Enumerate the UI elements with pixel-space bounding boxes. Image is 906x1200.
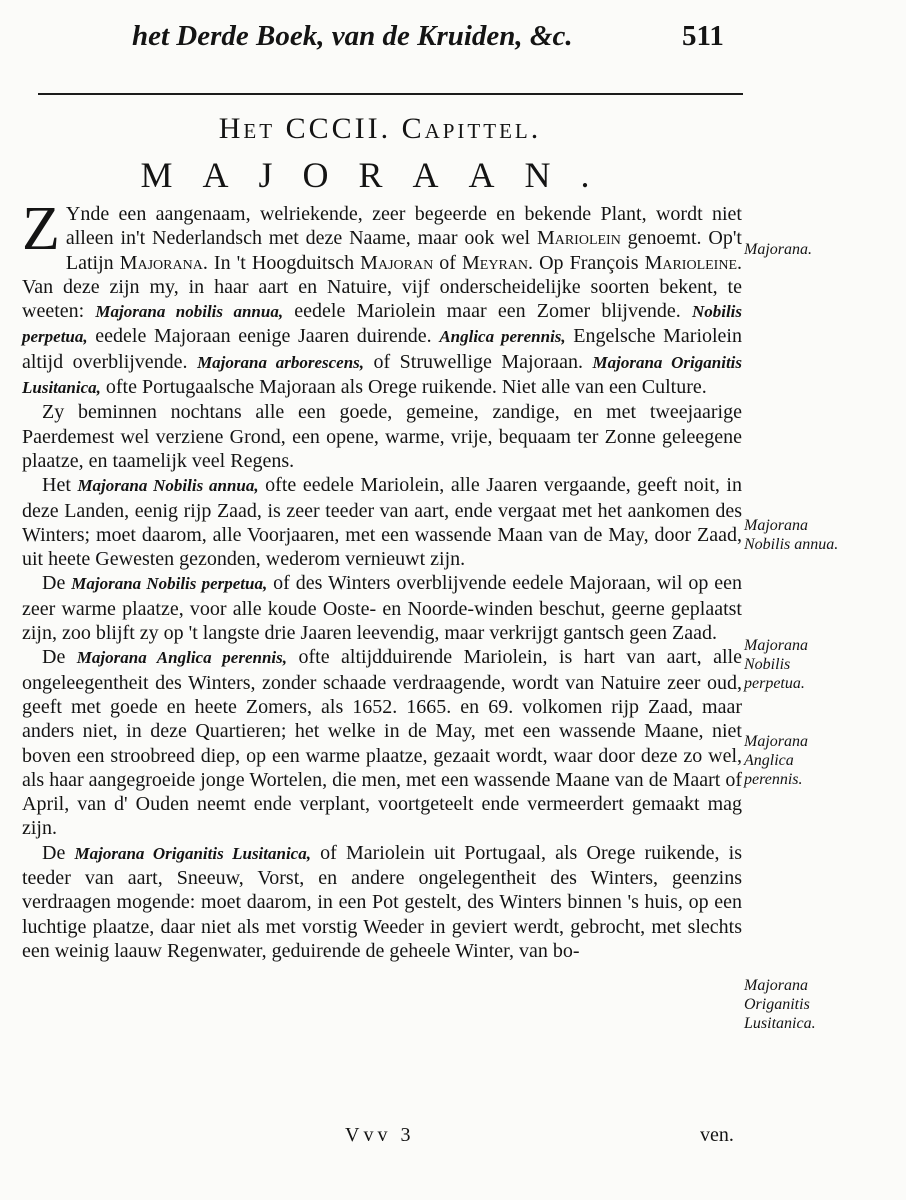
text-run: ofte eedele Mariolein, alle Jaaren vergaande, geeft noit, in deze Landen, eenig rijp Zaad, is zeer teeder van aart, ende vergaat met het aankomen des Winters; moet daarom, alle Voorjaaren, met een wassende Maan van de May, door Zaad, uit heete Gewesten gezonden, wederom vernieuwt zijn.: [22, 474, 742, 571]
text-run: ofte altijdduirende Mariolein, is hart van aart, alle ongeleegentheit des Winters, zonder schaade verdraagende, wordt van Natuire zeer oud, geeft met goede en heete Zomers, als 1652. 1665. en 69. volkomen rijp Zaad, maar anders niet, in deze Quartieren; het welke in de May, met een wassende Maane, niet boven een stroobreed diep, op een warme plaatze, gezaait wordt, waar door deze zo wel, als haar aangegroeide jonge Wortelen, die men, met een wassende Maane van de Maart of April, van d' Ouden neemt ende verplant, voortgeteelt ende vermeerdert gemaakt mag zijn.: [22, 646, 742, 840]
margin-note-origanitis-lusitanica: Majorana Origanitis Lusitanica.: [744, 977, 816, 1032]
text-run: . Van deze zijn my, in haar aart en Natuire, vijf onderscheidelijke soorten bekent, te weeten:: [22, 251, 742, 323]
text-run: . In 't Hoogduitsch: [202, 251, 361, 274]
drop-cap: Z: [22, 195, 60, 263]
paragraph-2: [22, 400, 742, 473]
text-run: Meyran: [462, 251, 529, 274]
margin-note-nobilis-perpetua: Majorana Nobilis perpetua.: [744, 637, 808, 692]
text-run: eedele Majoraan eenige Jaaren duirende.: [87, 325, 440, 348]
text-run: Marioleine: [644, 251, 737, 274]
text-run: of Struwellige Majoraan.: [364, 350, 593, 373]
body-text: [22, 195, 743, 963]
latin-name: Majorana Nobilis perpetua,: [71, 574, 268, 594]
text-run: De: [42, 646, 77, 669]
page-number: 511: [682, 20, 724, 52]
chapter-heading: Het CCCII. Capittel.: [218, 112, 542, 145]
text-run: Het: [42, 474, 78, 497]
catchword: ven.: [700, 1124, 734, 1146]
latin-name: Majorana Nobilis annua,: [77, 476, 259, 496]
signature-mark: Vvv 3: [345, 1124, 415, 1146]
latin-name: Majorana nobilis annua,: [95, 302, 284, 322]
latin-name: Anglica perennis,: [439, 327, 566, 347]
text-run: ofte Portugaalsche Majoraan als Orege ruikende. Niet alle van een Culture.: [100, 376, 707, 399]
text-run: of des Winters overblijvende eedele Majoraan, wil op een zeer warme plaatze, voor alle koude Ooste- en Noorde-winden beschut, geerne geplaatst zijn, zoo blijft zy op 't langste drie Jaaren leevendig, maar verkrijgt gantsch geen Zaad.: [22, 572, 742, 645]
paragraph-5: [22, 645, 742, 840]
text-run: genoemt. Op't Latijn: [65, 227, 742, 274]
margin-note-anglica-perennis: Majorana Anglica perennis.: [744, 733, 808, 788]
margin-note-nobilis-annua: Majorana Nobilis annua.: [744, 517, 839, 553]
running-head: [132, 14, 742, 58]
paragraph-3: [22, 473, 742, 571]
text-run: Ynde een aangenaam, welriekende, zeer begeerde en bekende Plant, wordt niet alleen in't Nederlandsch met deze Naame, maar ook wel: [65, 203, 742, 250]
latin-name: Majorana Origanitis Lusitanica,: [74, 843, 311, 863]
text-run: eedele Mariolein maar een Zomer blijvende.: [283, 300, 692, 323]
text-run: . Op François: [528, 251, 645, 274]
header-rule: [38, 93, 743, 95]
latin-name: Majorana Anglica perennis,: [76, 648, 288, 668]
text-run: Mariolein: [536, 227, 621, 250]
paragraph-4: [22, 571, 742, 645]
running-title: het Derde Boek, van de Kruiden, &c.: [132, 20, 573, 52]
text-run: De: [42, 841, 75, 864]
text-run: De: [42, 572, 72, 595]
text-run: Zy beminnen nochtans alle een goede, gemeine, zandige, en met tweejaarige Paerdemest wel verziene Grond, een opene, warme, vrije, bequaam ter Zonne geleegene plaatze, en taamelijk veel Regens.: [22, 401, 742, 472]
text-run: Majorana: [119, 251, 203, 274]
text-run: Engelsche Mariolein altijd overblijvende.: [22, 325, 742, 373]
latin-name: Majorana arborescens,: [197, 352, 365, 372]
page-title: MAJORAAN.: [140, 155, 620, 195]
paragraph-1: [22, 195, 743, 400]
text-run: of: [433, 251, 462, 274]
margin-note-majorana: Majorana.: [744, 241, 812, 258]
latin-name: Nobilis perpetua,: [22, 302, 743, 347]
text-run: Majoran: [360, 251, 434, 274]
paragraph-6: [22, 841, 742, 963]
latin-name: Majorana Origanitis Lusitanica,: [22, 352, 743, 398]
text-run: of Mariolein uit Portugaal, als Orege ruikende, is teeder van aart, Sneeuw, Vorst, en andere ongelegentheit des Winters, geenzins verdraagen mogende: moet daarom, in een Pot gestelt, des Winters binnen 's huis, op een luchtige plaatze, daar niet als met vorstig Weeder in geviert werdt, gebrocht, met slechts een weinig laauw Regenwater, geduirende de geheele Winter, van bo-: [22, 841, 743, 962]
